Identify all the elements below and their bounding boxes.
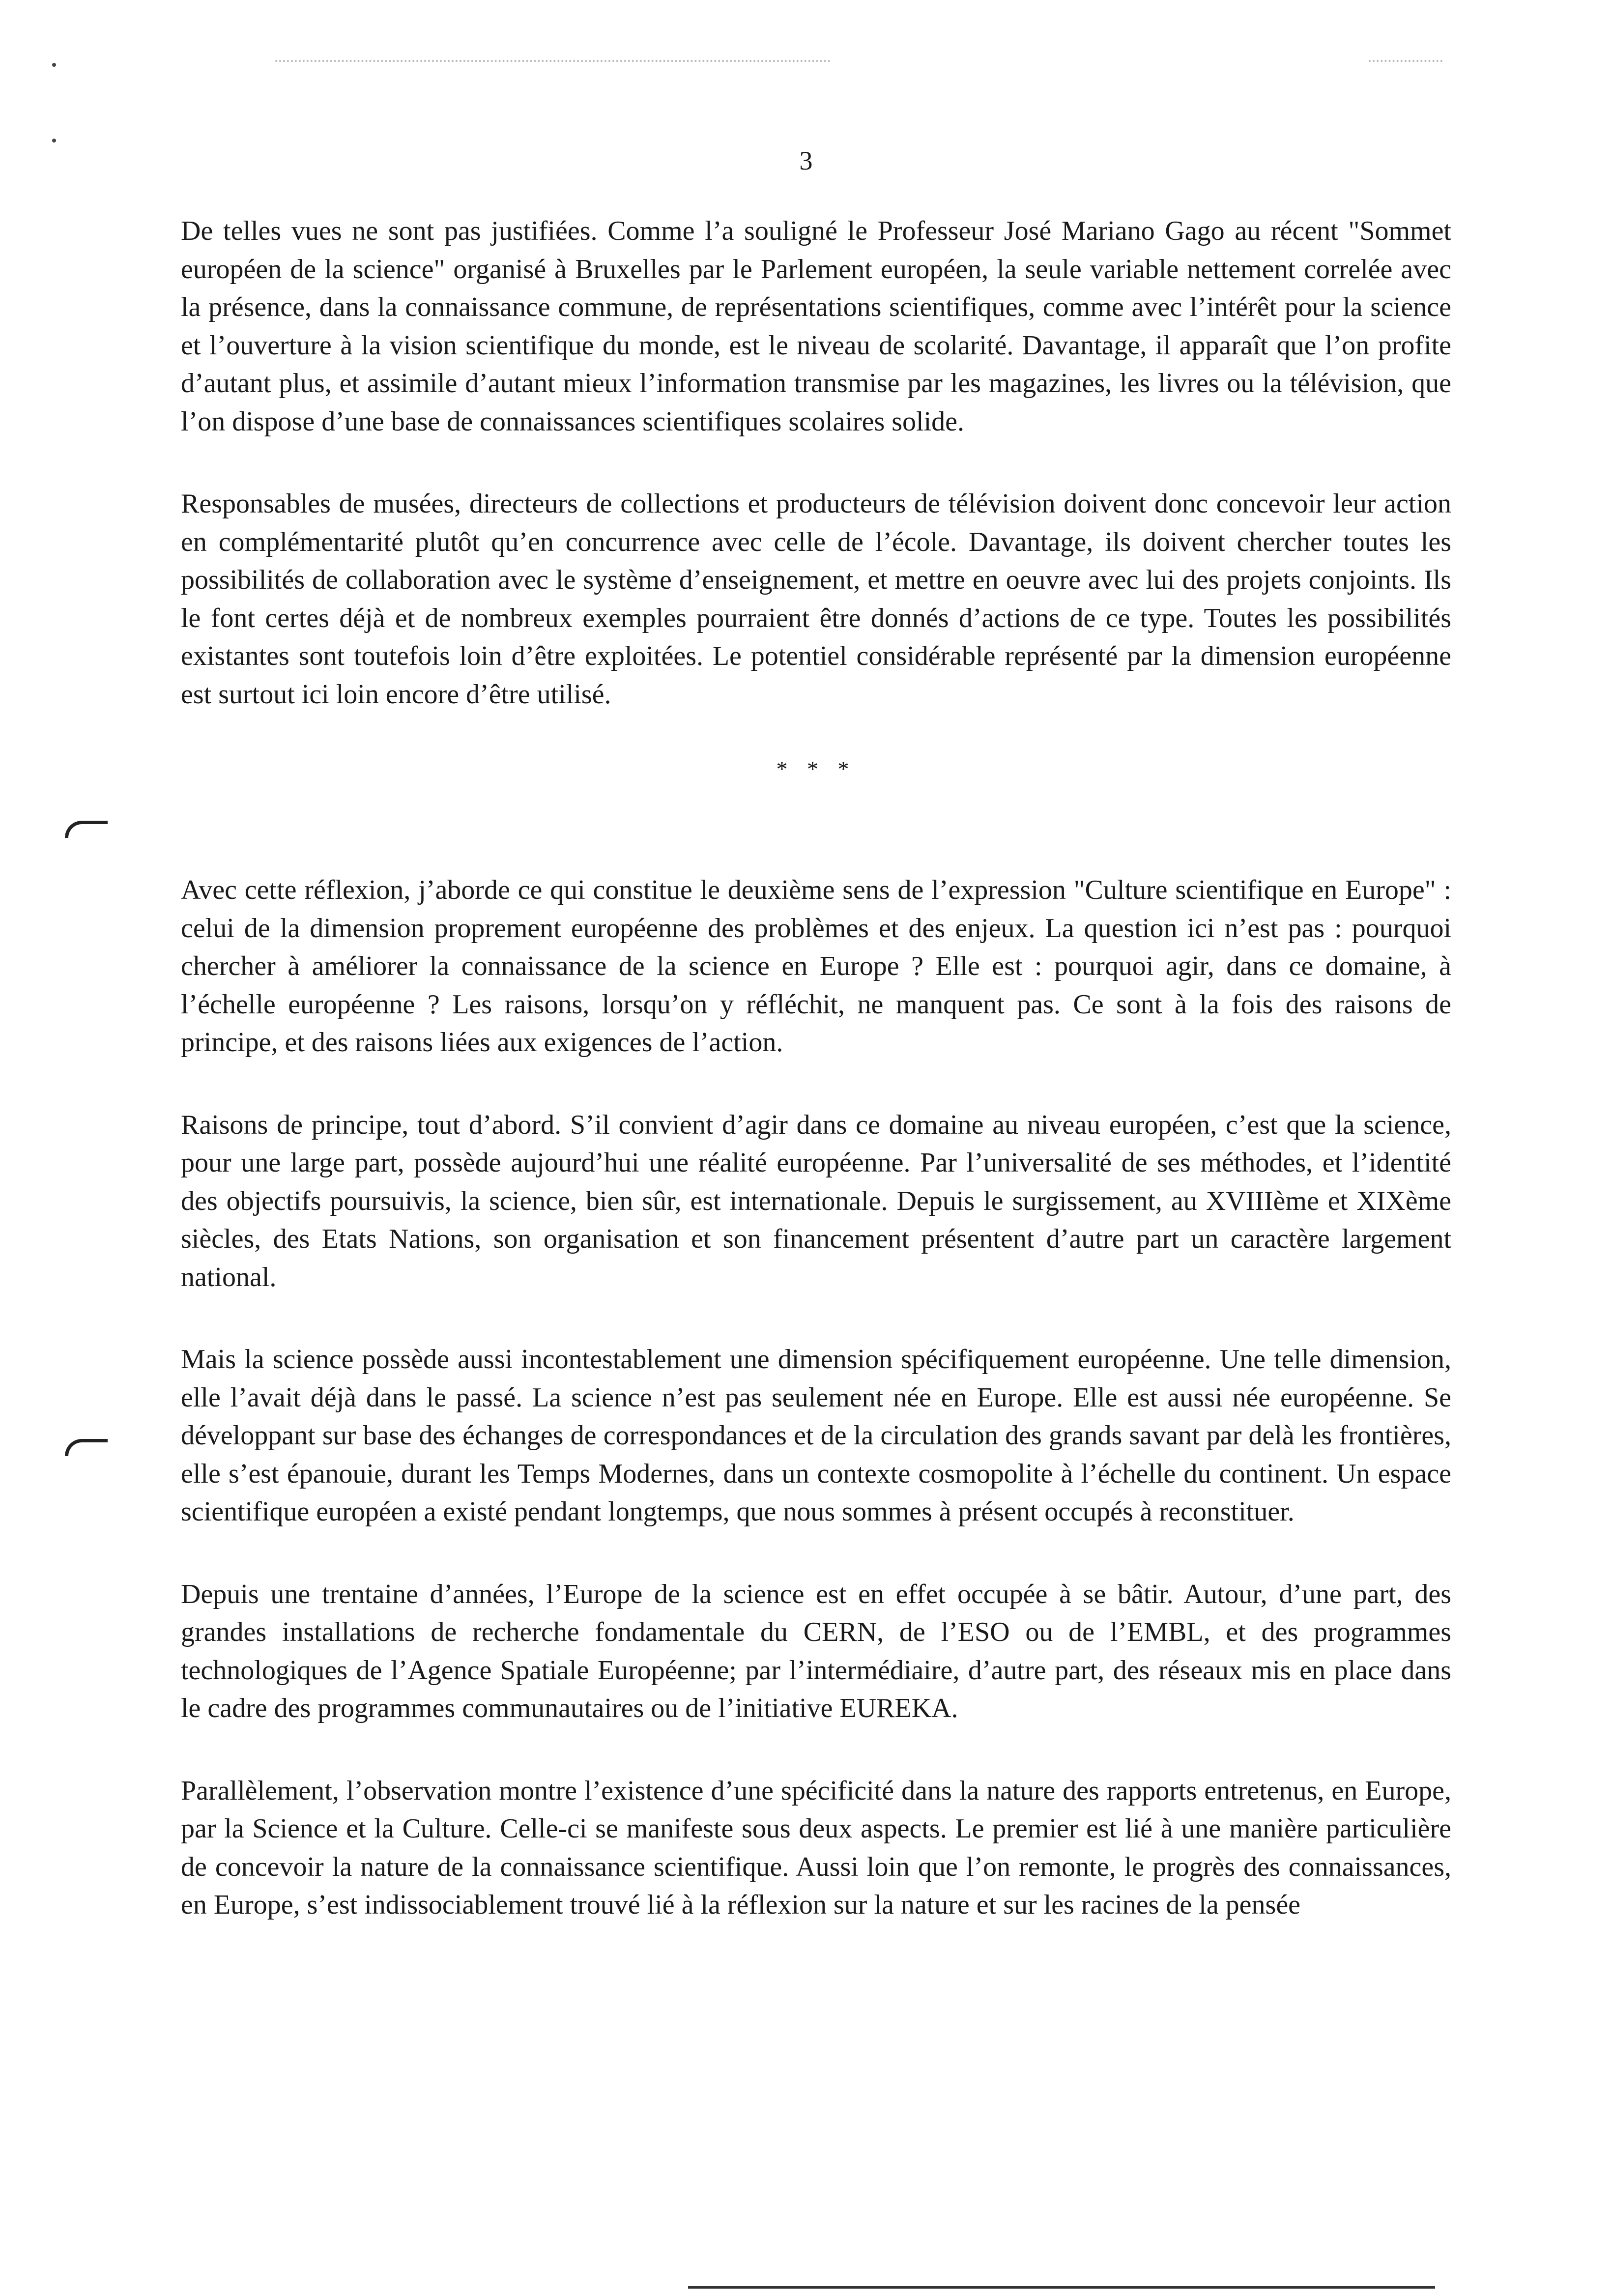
scan-speck [52, 63, 56, 67]
page-number: 3 [799, 146, 813, 175]
paragraph: Responsables de musées, directeurs de collections et producteurs de télévision doivent donc concevoir leur action en complémentarité plutôt qu’en concurrence avec celle de l’école. Davantage, ils doivent chercher toutes les possibilités de collaboration avec le système d’enseignement, et mettre en oeuvre avec lui des projets conjoints. Ils le font certes déjà et de nombreux exemples pourraient être donnés d’actions de ce type. Toutes les possibilités existantes sont toutefois loin d’être exploitées. Le potentiel considérable représenté par la dimension européenne est surtout ici loin encore d’être utilisé. [181, 488, 1451, 710]
paragraph: Parallèlement, l’observation montre l’existence d’une spécificité dans la nature des rapports entretenus, en Europe, par la Science et la Culture. Celle-ci se manifeste sous deux aspects. Le premier est lié à une manière particulière de concevoir la nature de la connaissance scientifique. Aussi loin que l’on remonte, le progrès des connaissances, en Europe, s’est indissociablement trouvé lié à la réflexion sur la nature et sur les racines de la pensée [181, 1775, 1451, 1920]
bottom-rule [688, 2286, 1435, 2289]
binder-mark [65, 821, 108, 838]
scan-noise-top [275, 60, 831, 62]
scan-speck [52, 139, 56, 143]
paragraph: Avec cette réflexion, j’aborde ce qui constitue le deuxième sens de l’expression "Culture scientifique en Europe" : celui de la dimension proprement européenne des problèmes et des enjeux. La question ici n’est pas : pourquoi chercher à améliorer la connaissance de la science en Europe ? Elle est : pourquoi agir, dans ce domaine, à l’échelle européenne ? Les raisons, lorsqu’on y réfléchit, ne manquent pas. Ce sont à la fois des raisons de principe, et des raisons liées aux exigences de l’action. [181, 875, 1451, 1058]
binder-mark [65, 1439, 108, 1456]
paragraph: Mais la science possède aussi incontestablement une dimension spécifiquement européenne. Une telle dimension, elle l’avait déjà dans le passé. La science n’est pas seulement née en Europe. Elle est aussi née européenne. Se développant sur base des échanges de correspondances et de la circulation des grands savant par delà les frontières, elle s’est épanouie, durant les Temps Modernes, dans un contexte cosmopolite à l’échelle du continent. Un espace scientifique européen a existé pendant longtemps, que nous sommes à présent occupés à reconstituer. [181, 1344, 1451, 1527]
document-body [181, 212, 1451, 1969]
paragraph: De telles vues ne sont pas justifiées. Comme l’a souligné le Professeur José Mariano Gago au récent "Sommet européen de la science" organisé à Bruxelles par le Parlement européen, la seule variable nettement correlée avec la présence, dans la connaissance commune, de représentations scientifiques, comme avec l’intérêt pour la science et l’ouverture à la vision scientifique du monde, est le niveau de scolarité. Davantage, il apparaît que l’on profite d’autant plus, et assimile d’autant mieux l’information transmise par les magazines, les livres ou la télévision, que l’on dispose d’une base de connaissances scientifiques scolaires solide. [181, 216, 1451, 437]
section-separator: * * * [776, 756, 856, 781]
paragraph: Raisons de principe, tout d’abord. S’il convient d’agir dans ce domaine au niveau européen, c’est que la science, pour une large part, possède aujourd’hui une réalité européenne. Par l’universalité de ses méthodes, et l’identité des objectifs poursuivis, la science, bien sûr, est internationale. Depuis le surgissement, au XVIIIème et XIXème siècles, des Etats Nations, son organisation et son financement présentent d’autre part un caractère largement national. [181, 1109, 1451, 1292]
scan-noise-top-right [1369, 60, 1442, 62]
paragraph: Depuis une trentaine d’années, l’Europe de la science est en effet occupée à se bâtir. Autour, d’une part, des grandes installations de recherche fondamentale du CERN, de l’ESO ou de l’EMBL, et des programmes technologiques de l’Agence Spatiale Européenne; par l’intermédiaire, d’autre part, des réseaux mis en place dans le cadre des programmes communautaires ou de l’initiative EUREKA. [181, 1578, 1451, 1723]
